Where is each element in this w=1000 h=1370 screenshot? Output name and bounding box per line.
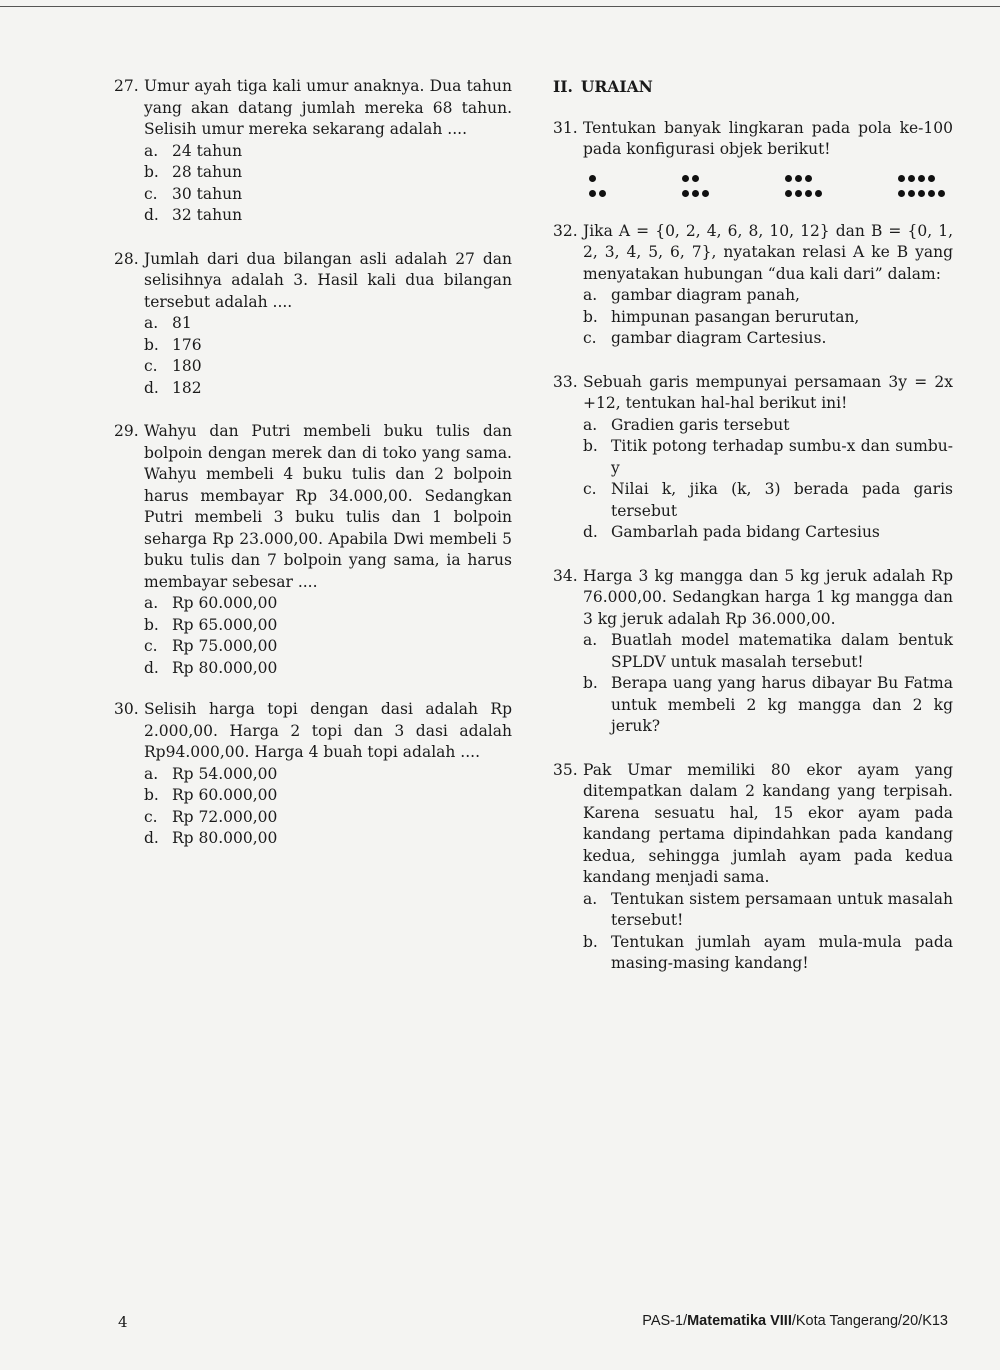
circle-dot [795, 190, 802, 197]
circle-dot [682, 175, 689, 182]
question-29 [114, 421, 512, 679]
circle-dot [928, 175, 935, 182]
circle-dot [702, 190, 709, 197]
pattern-4 [898, 175, 945, 199]
option-c: c. Rp 72.000,00 [144, 807, 278, 826]
option-d: d. Gambarlah pada bidang Cartesius [583, 523, 880, 541]
pattern-top-row [898, 175, 945, 184]
option-b: b. 176 [144, 335, 202, 354]
circle-dot [795, 175, 802, 182]
option-c: c. gambar diagram Cartesius. [583, 329, 827, 347]
circle-dot [908, 175, 915, 182]
question-30 [114, 699, 512, 850]
option-b: b. Tentukan jumlah ayam mula-mula pada masing-masing kandang! [583, 932, 953, 972]
question-number: 29. [114, 422, 139, 440]
option-b: b. himpunan pasangan berurutan, [583, 307, 860, 326]
page-number: 4 [118, 1313, 128, 1331]
pattern-bottom-row [785, 190, 822, 199]
circle-pattern-figure [553, 175, 953, 199]
option-a: a. Buatlah model matematika dalam bentuk SPLDV untuk masalah tersebut! [583, 631, 953, 671]
pattern-bottom-row [589, 190, 606, 199]
question-34 [553, 566, 953, 738]
pattern-bottom-row [898, 190, 945, 199]
question-32 [553, 221, 953, 350]
circle-dot [898, 190, 905, 197]
question-number: 31. [553, 118, 578, 137]
right-column [553, 76, 953, 975]
circle-dot [918, 190, 925, 197]
option-a: a. gambar diagram panah, [583, 286, 800, 304]
option-d: d. 32 tahun [144, 206, 243, 224]
option-c: c. 30 tahun [144, 184, 243, 203]
option-a: a. Gradien garis tersebut [583, 415, 790, 434]
circle-dot [599, 190, 606, 197]
pattern-1 [589, 175, 606, 199]
option-a: a. Rp 60.000,00 [144, 594, 278, 612]
option-d: d. Rp 80.000,00 [144, 658, 278, 677]
question-text: Selisih harga topi dengan dasi adalah Rp 2.000,00. Harga 2 topi dan 3 dasi adalah Rp94.000,00. Harga 4 buah topi adalah .... [144, 700, 512, 761]
question-text: Jika A = {0, 2, 4, 6, 8, 10, 12} dan B = {0, 1, 2, 3, 4, 5, 6, 7}, nyatakan relasi A ke B yang menyatakan hubungan “dua kali dari” dalam: [583, 221, 953, 283]
circle-dot [815, 190, 822, 197]
question-33 [553, 372, 953, 544]
left-column [114, 76, 512, 850]
option-a: a. Rp 54.000,00 [144, 764, 278, 783]
option-b: b. Rp 65.000,00 [144, 615, 278, 634]
circle-dot [785, 190, 792, 197]
question-number: 33. [553, 372, 578, 391]
option-d: d. Rp 80.000,00 [144, 829, 278, 847]
circle-dot [589, 190, 596, 197]
question-text: Sebuah garis mempunyai persamaan 3y = 2x +12, tentukan hal-hal berikut ini! [583, 372, 953, 412]
question-text: Jumlah dari dua bilangan asli adalah 27 dan selisihnya adalah 3. Hasil kali dua bilangan tersebut adalah .... [144, 249, 512, 311]
question-text: Pak Umar memiliki 80 ekor ayam yang ditempatkan dalam 2 kandang yang terpisah. Karena sesuatu hal, 15 ekor ayam pada kandang pertama dipindahkan pada kandang kedua, sehingga jumlah ayam pada kedua kandang menjadi sama. [583, 760, 953, 886]
circle-dot [805, 190, 812, 197]
question-27 [114, 76, 512, 227]
pattern-3 [785, 175, 822, 199]
option-c: c. Rp 75.000,00 [144, 637, 278, 655]
circle-dot [692, 190, 699, 197]
option-b: b. Berapa uang yang harus dibayar Bu Fatma untuk membeli 2 kg mangga dan 2 kg jeruk? [583, 674, 953, 735]
circle-dot [682, 190, 689, 197]
option-d: d. 182 [144, 378, 202, 397]
circle-dot [898, 175, 905, 182]
option-b: b. Rp 60.000,00 [144, 786, 278, 804]
question-text: Wahyu dan Putri membeli buku tulis dan bolpoin dengan merek dan di toko yang sama. Wahyu membeli 4 buku tulis dan 2 bolpoin harus membayar Rp 34.000,00. Sedangkan Putri membeli 3 buku tulis dan 1 bolpoin seharga Rp 23.000,00. Apabila Dwi membeli 5 buku tulis dan 7 bolpoin yang sama, ia harus membayar sebesar .... [144, 422, 512, 591]
circle-dot [785, 175, 792, 182]
question-35 [553, 760, 953, 975]
question-number: 35. [553, 760, 578, 779]
pattern-top-row [589, 175, 606, 184]
option-b: b. Titik potong terhadap sumbu-x dan sumbu-y [583, 437, 953, 477]
option-c: c. Nilai k, jika (k, 3) berada pada garis tersebut [583, 480, 953, 520]
option-a: a. 24 tahun [144, 141, 243, 160]
question-28 [114, 249, 512, 400]
pattern-2 [682, 175, 709, 199]
circle-dot [928, 190, 935, 197]
circle-dot [908, 190, 915, 197]
question-number: 32. [553, 221, 578, 240]
pattern-top-row [785, 175, 822, 184]
option-a: a. 81 [144, 314, 192, 332]
question-number: 34. [553, 566, 578, 585]
section-heading: II. URAIAN [553, 77, 653, 96]
pattern-top-row [682, 175, 709, 184]
question-31 [553, 118, 953, 199]
question-text: Harga 3 kg mangga dan 5 kg jeruk adalah Rp 76.000,00. Sedangkan harga 1 kg mangga dan 3 kg jeruk adalah Rp 36.000,00. [583, 566, 953, 628]
circle-dot [805, 175, 812, 182]
circle-dot [918, 175, 925, 182]
circle-dot [938, 190, 945, 197]
question-number: 27. [114, 77, 139, 95]
circle-dot [589, 175, 596, 182]
option-c: c. 180 [144, 357, 202, 375]
exam-code: PAS-1/Matematika VIII/Kota Tangerang/20/K13 [642, 1313, 948, 1329]
option-a: a. Tentukan sistem persamaan untuk masalah tersebut! [583, 889, 953, 929]
question-number: 28. [114, 249, 139, 268]
question-number: 30. [114, 700, 139, 718]
option-b: b. 28 tahun [144, 163, 243, 181]
question-text: Umur ayah tiga kali umur anaknya. Dua tahun yang akan datang jumlah mereka 68 tahun. Selisih umur mereka sekarang adalah .... [144, 77, 512, 138]
question-text: Tentukan banyak lingkaran pada pola ke-100 pada konfigurasi objek berikut! [583, 118, 953, 158]
pattern-bottom-row [682, 190, 709, 199]
circle-dot [692, 175, 699, 182]
top-rule [0, 6, 1000, 7]
